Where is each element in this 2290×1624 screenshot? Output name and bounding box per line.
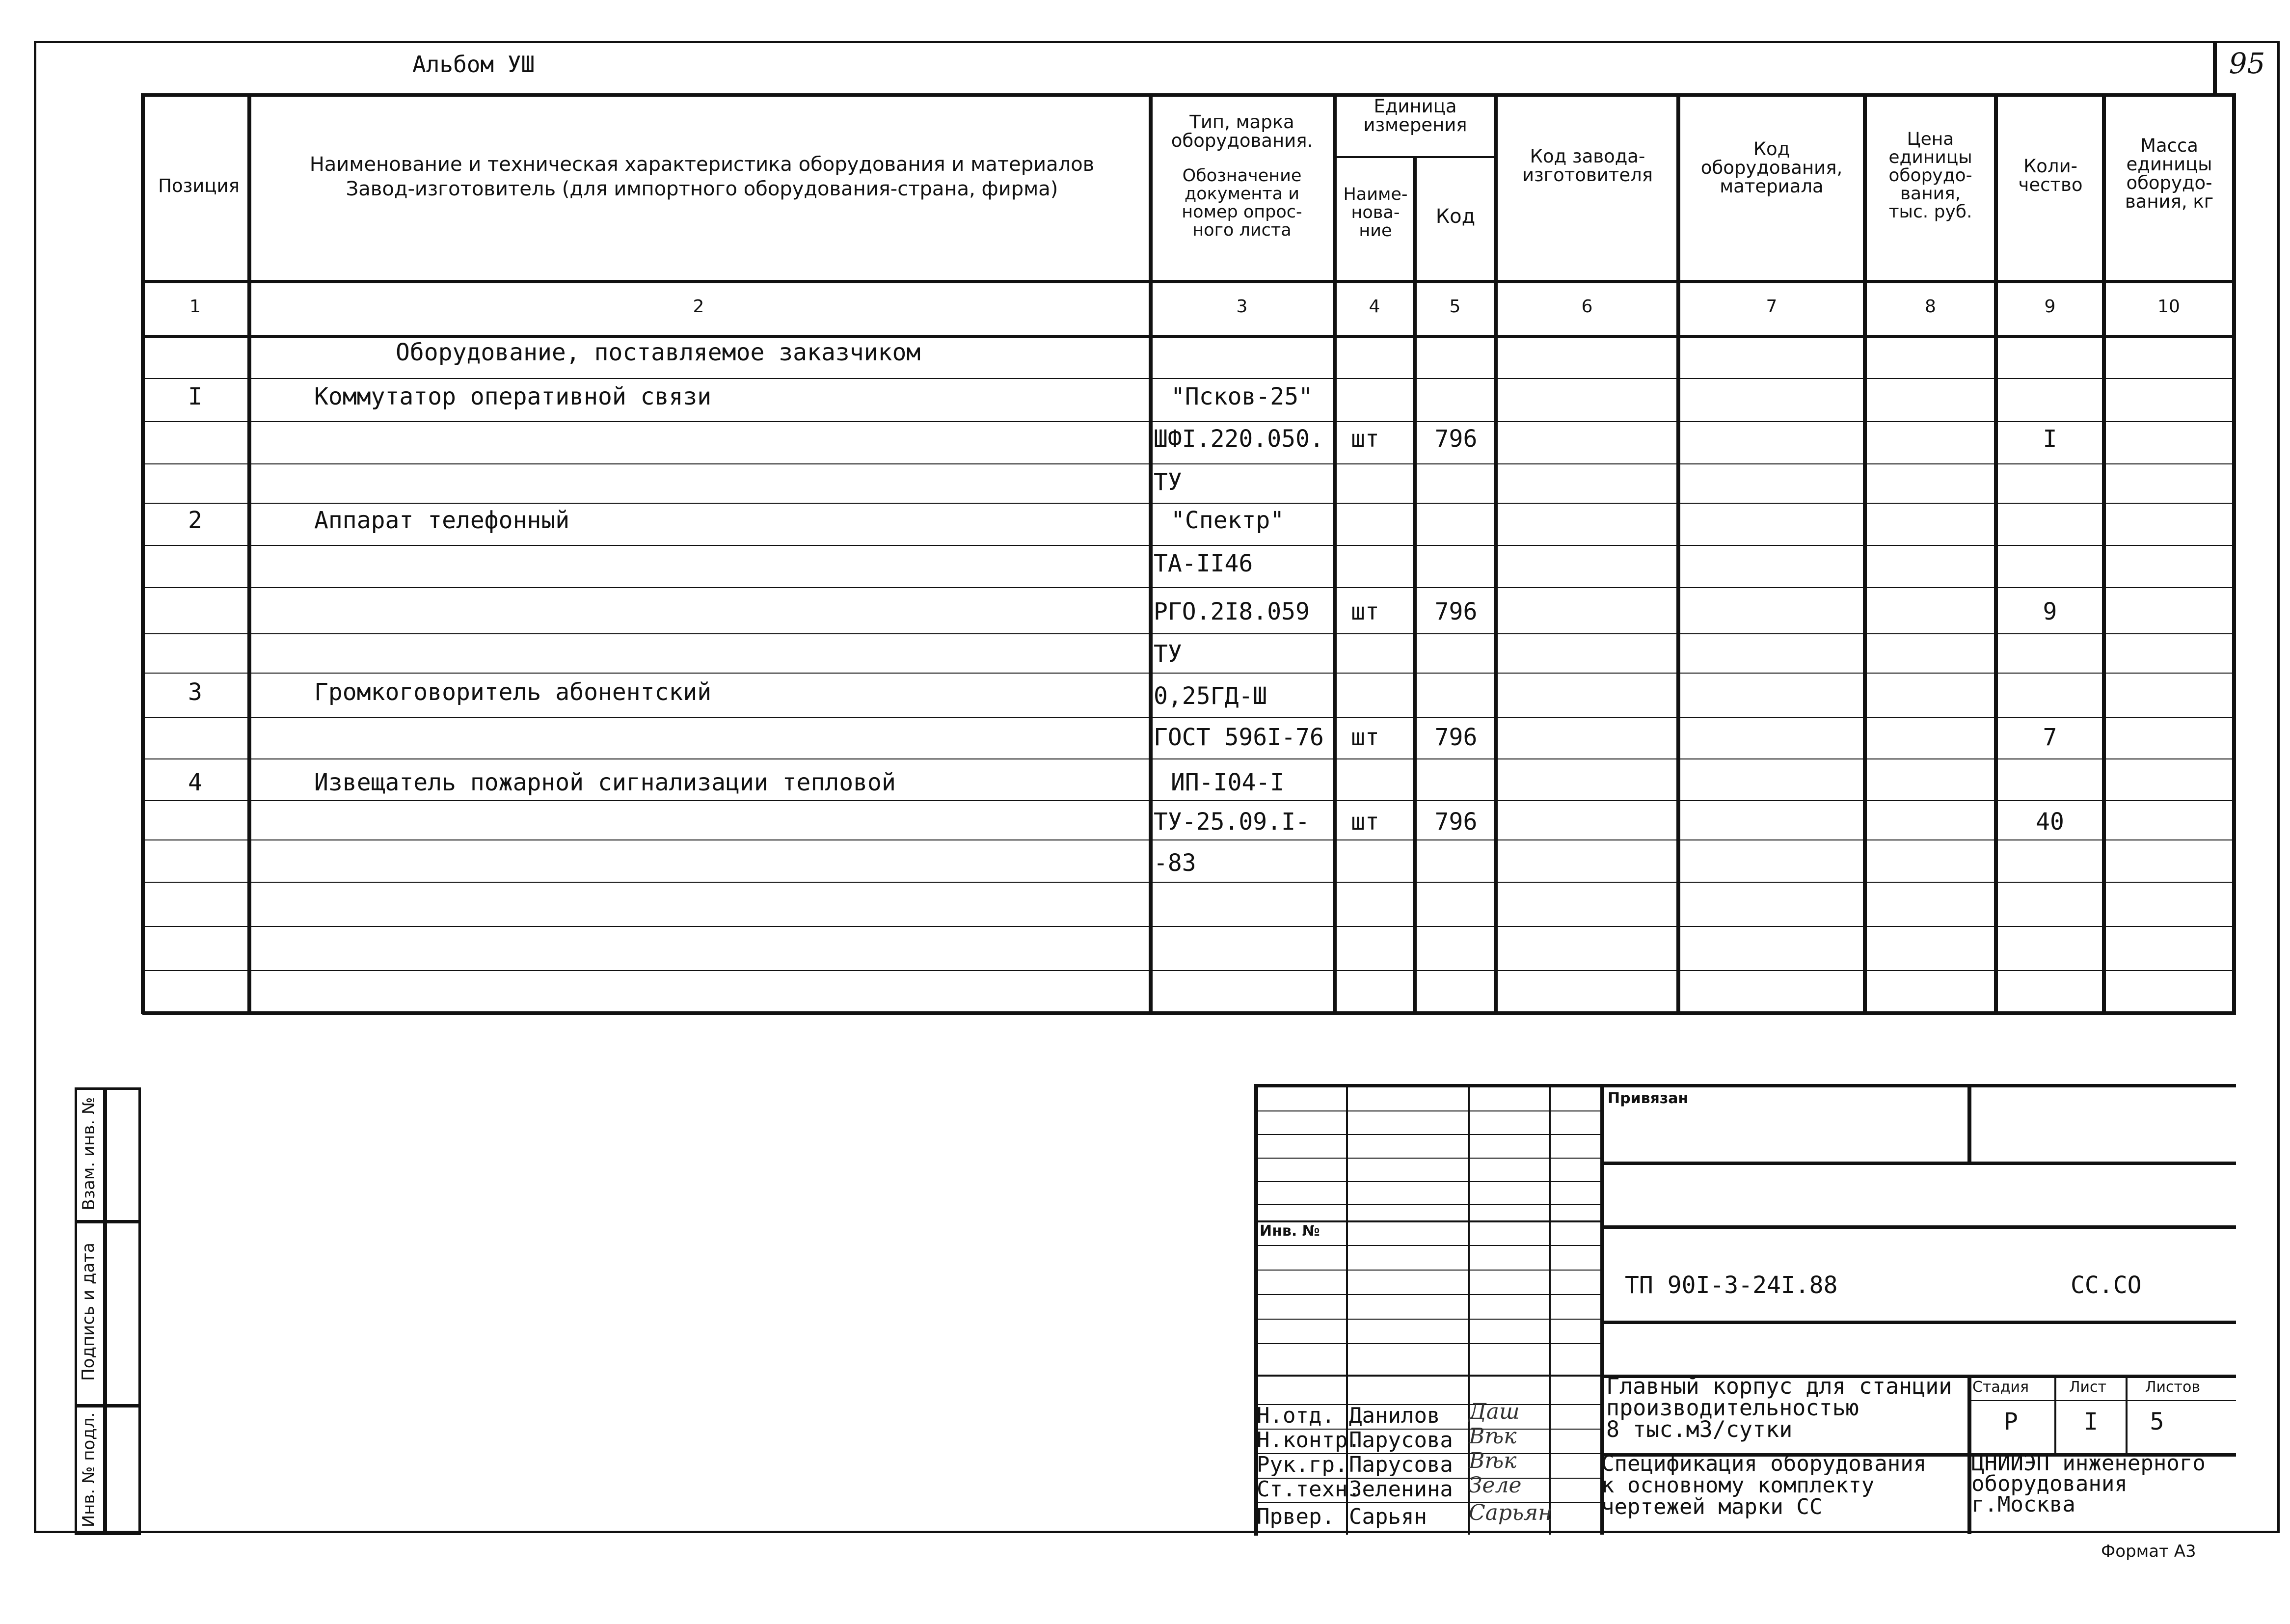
tb-person-name: Данилов (1349, 1403, 1440, 1428)
row-name: Коммутатор оперативной связи (314, 383, 712, 410)
row-name: Аппарат телефонный (314, 507, 570, 534)
row-unit: шт (1351, 808, 1379, 836)
row-position: 2 (188, 507, 202, 534)
tb-grid-row (1254, 1343, 1600, 1344)
tb-person-name: Сарьян (1349, 1504, 1427, 1529)
tb-signature: Вѣк (1469, 1448, 1517, 1473)
album-label: Альбом УШ (412, 51, 535, 78)
row-name: Извещатель пожарной сигнализации тепловой (314, 769, 896, 796)
row-line (142, 633, 2236, 634)
col-line (1676, 93, 1680, 1014)
tb-role: Н.контр. (1257, 1428, 1361, 1453)
row-line (142, 545, 2236, 546)
header-position: Позиция (158, 175, 240, 196)
row-position: 4 (188, 769, 202, 796)
side-stamp-divider (103, 1087, 107, 1535)
header-bottom-line (142, 280, 2236, 283)
tb-stage-line (1967, 1400, 2236, 1401)
row-type: -83 (1154, 849, 1196, 877)
row-line (142, 800, 2236, 801)
tb-organization: ЦНИИЭП инженерного оборудования г.Москва (1971, 1451, 2206, 1517)
section-heading: Оборудование, поставляемое заказчиком (396, 339, 921, 366)
table-bottom-line (142, 1011, 2236, 1015)
row-position: I (188, 383, 202, 410)
tb-sheets-label: Листов (2145, 1379, 2201, 1396)
row-type: 0,25ГД-Ш (1154, 682, 1267, 710)
page-number: 95 (2229, 47, 2265, 80)
header-equipment-code: Код оборудования, материала (1700, 138, 1843, 197)
row-type: ТУ-25.09.I- (1154, 808, 1310, 836)
header-unit: Единица измерения (1363, 96, 1467, 135)
row-line (142, 503, 2236, 504)
row-quantity: 7 (2043, 724, 2057, 751)
row-line (142, 421, 2236, 422)
tb-stage-label: Стадия (1972, 1379, 2029, 1396)
col-line (247, 93, 251, 1014)
row-type: ТУ (1154, 468, 1182, 496)
tb-grid-row (1254, 1181, 1600, 1182)
tb-grid-line (1549, 1084, 1551, 1535)
header-price: Цена единицы оборудо- вания, тыс. руб. (1888, 129, 1972, 222)
row-quantity: I (2043, 425, 2057, 453)
row-position: 3 (188, 678, 202, 706)
row-unit-code: 796 (1434, 425, 1478, 453)
table-top-line (142, 93, 2236, 97)
tb-grid-row (1254, 1134, 1600, 1135)
tb-grid-row (1254, 1110, 1600, 1111)
col-line (1863, 93, 1867, 1014)
tb-stage: Р (2004, 1408, 2018, 1435)
tb-doc-code: ТП 90I-3-24I.88 (1625, 1272, 1838, 1299)
tb-linked-divider (1967, 1084, 1971, 1163)
row-unit: шт (1351, 724, 1379, 751)
tb-grid-row (1254, 1270, 1600, 1271)
row-name: Громкоговоритель абонентский (314, 678, 712, 706)
tb-grid-row (1254, 1245, 1600, 1246)
row-unit: шт (1351, 598, 1379, 625)
row-line (142, 926, 2236, 927)
tb-sheet: I (2084, 1408, 2098, 1435)
row-line (142, 673, 2236, 674)
col-number: 10 (2157, 297, 2180, 317)
tb-person-name: Зеленина (1349, 1477, 1453, 1502)
row-quantity: 9 (2043, 598, 2057, 625)
stamp-inv-replace: Взам. инв. № (79, 1097, 99, 1211)
tb-line (1600, 1225, 2236, 1229)
col-line (141, 93, 145, 1014)
stamp-sign-date: Подпись и дата (79, 1243, 98, 1381)
col-line (2232, 93, 2236, 1014)
col-number: 2 (693, 297, 704, 317)
row-unit: шт (1351, 425, 1379, 453)
row-line (142, 587, 2236, 588)
tb-sheets: 5 (2150, 1408, 2164, 1435)
row-unit-code: 796 (1434, 724, 1478, 751)
tb-sheet-label: Лист (2069, 1379, 2107, 1396)
tb-role: Н.отд. (1257, 1403, 1335, 1428)
row-type: ГОСТ 596I-76 (1154, 724, 1324, 751)
col-number: 5 (1449, 297, 1461, 317)
col-number: 3 (1236, 297, 1248, 317)
tb-person-name: Парусова (1349, 1452, 1453, 1477)
numbers-bottom-line (142, 335, 2236, 338)
col-number: 1 (189, 297, 201, 317)
col-number: 6 (1581, 297, 1593, 317)
row-unit-code: 796 (1434, 598, 1478, 625)
row-line (142, 463, 2236, 464)
format-label: Формат А3 (2101, 1542, 2196, 1561)
tb-linked: Привязан (1608, 1090, 1689, 1107)
row-line (142, 882, 2236, 883)
stamp-inv-orig: Инв. № подл. (79, 1412, 99, 1528)
col-number: 8 (1925, 297, 1936, 317)
tb-title: Главный корпус для станции производительностью 8 тыс.м3/сутки (1606, 1373, 1952, 1442)
tb-inv-no: Инв. № (1260, 1222, 1320, 1240)
tb-signature: Даш (1469, 1399, 1520, 1424)
tb-signature: Зеле (1469, 1473, 1522, 1498)
row-line (142, 717, 2236, 718)
row-type: "Спектр" (1171, 507, 1285, 534)
col-line (1994, 93, 1998, 1014)
row-line (142, 839, 2236, 840)
row-type: ИП-I04-I (1171, 769, 1285, 796)
col-number: 7 (1766, 297, 1778, 317)
tb-top-line (1254, 1084, 2236, 1087)
tb-subtitle: Спецификация оборудования к основному комплекту чертежей марки СС (1601, 1451, 1927, 1519)
row-line (142, 758, 2236, 759)
tb-grid-row (1254, 1204, 1600, 1205)
header-unit-name: Наиме- нова- ние (1343, 185, 1408, 241)
col-number: 4 (1369, 297, 1380, 317)
tb-grid-row (1254, 1375, 1600, 1377)
row-type: "Псков-25" (1171, 383, 1313, 410)
col-line (1494, 93, 1498, 1014)
row-type: ТА-II46 (1154, 550, 1253, 577)
header-name: Наименование и техническая характеристика оборудования и материалов Завод-изготовитель (для импортного оборудования-страна, фирма) (309, 153, 1095, 200)
row-type: РГО.2I8.059 (1154, 598, 1310, 625)
row-type: ШФI.220.050. (1154, 425, 1324, 453)
tb-signature: Сарьян (1469, 1500, 1553, 1525)
tb-line (1600, 1321, 2236, 1324)
header-quantity: Коли- чество (2018, 156, 2083, 195)
tb-doc-mark: СС.СО (2071, 1272, 2142, 1299)
col-number: 9 (2044, 297, 2056, 317)
row-type: ТУ (1154, 640, 1182, 668)
header-type: Тип, марка оборудования. (1171, 111, 1313, 151)
col-line (1413, 156, 1417, 1014)
tb-role: Рук.гр. (1257, 1452, 1348, 1477)
tb-role: Ст.техн. (1257, 1477, 1361, 1502)
row-line (142, 378, 2236, 379)
tb-person-name: Парусова (1349, 1428, 1453, 1453)
tb-grid-row (1254, 1319, 1600, 1320)
col-line (2102, 93, 2106, 1014)
tb-org-divider (1967, 1375, 1971, 1534)
header-plant-code: Код завода- изготовителя (1522, 146, 1653, 186)
header-mass: Масса единицы оборудо- вания, кг (2125, 135, 2214, 212)
header-document: Обозначение документа и номер опрос- ного листа (1182, 166, 1302, 240)
tb-role: Првер. (1257, 1504, 1335, 1529)
tb-linked-bottom (1600, 1162, 2236, 1165)
tb-grid-row (1254, 1294, 1600, 1295)
row-quantity: 40 (2036, 808, 2064, 836)
header-unit-code: Код (1435, 205, 1476, 228)
tb-signature: Вѣк (1469, 1424, 1517, 1449)
tb-grid-row (1254, 1158, 1600, 1159)
row-unit-code: 796 (1434, 808, 1478, 836)
row-line (142, 970, 2236, 971)
